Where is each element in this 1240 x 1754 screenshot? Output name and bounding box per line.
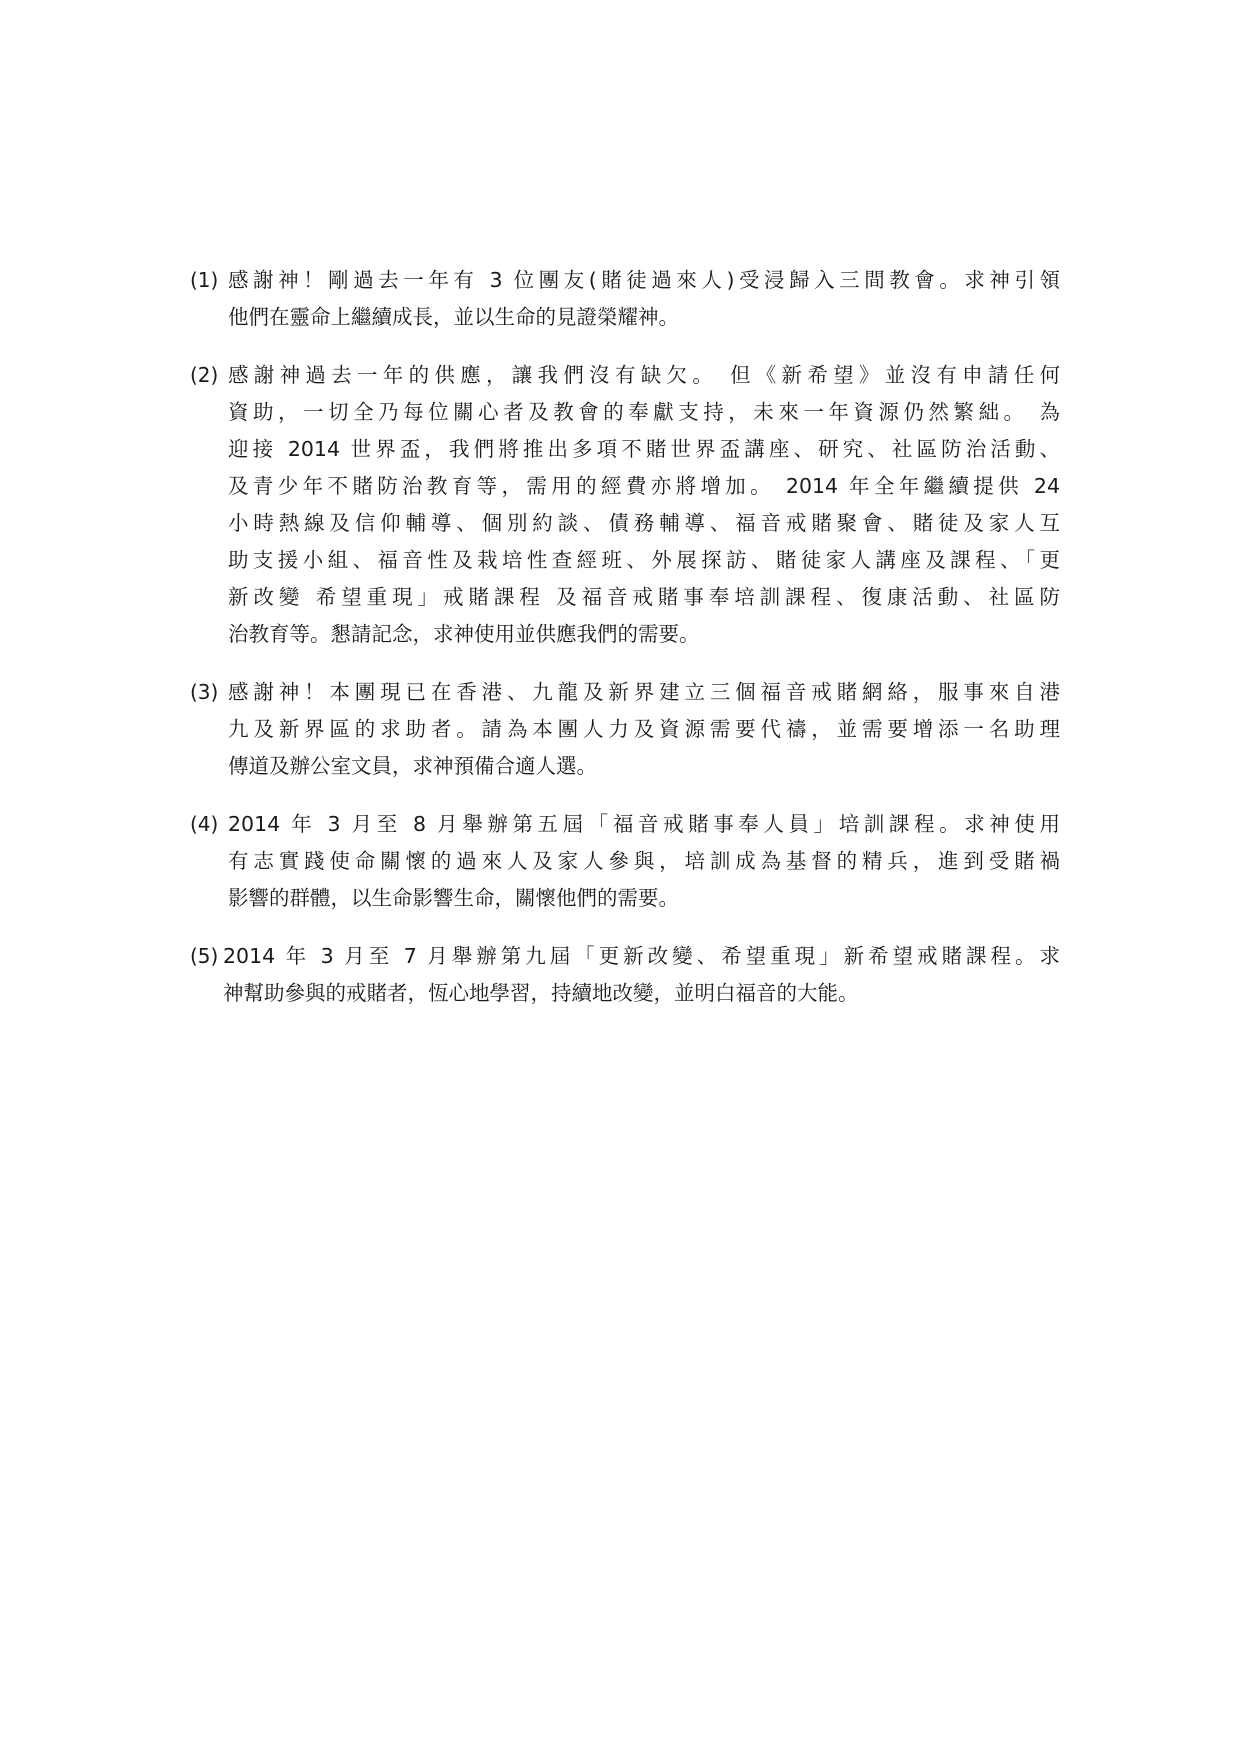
text-line: 及青少年不賭防治教育等，需用的經費亦將增加。 2014 年全年繼續提供 24 — [228, 474, 1060, 498]
text-line: 助支援小組、福音性及栽培性查經班、外展探訪、賭徒家人講座及課程、「更 — [228, 548, 1060, 572]
text-line: 資助，一切全乃每位關心者及教會的奉獻支持，未來一年資源仍然繁絀。 為 — [228, 400, 1060, 424]
text-line: 感謝神過去一年的供應，讓我們沒有缺欠。 但《新希望》並沒有申請任何 — [228, 363, 1060, 387]
prayer-item-3 — [190, 674, 1060, 785]
text-line: 神幫助參與的戒賭者，恆心地學習，持續地改變，並明白福音的大能。 — [223, 981, 859, 1005]
text-line: 新改變 希望重現」戒賭課程 及福音戒賭事奉培訓課程、復康活動、社區防 — [228, 585, 1060, 609]
item-number: (1) — [190, 268, 219, 292]
prayer-item-4 — [190, 806, 1060, 917]
item-number: (3) — [190, 680, 219, 704]
item-number: (2) — [190, 363, 219, 387]
prayer-item-1 — [190, 262, 1060, 336]
text-line: 九及新界區的求助者。請為本團人力及資源需要代禱，並需要增添一名助理 — [228, 717, 1060, 741]
item-number: (4) — [190, 812, 219, 836]
text-line: 感謝神！本團現已在香港、九龍及新界建立三個福音戒賭網絡，服事來自港 — [228, 680, 1060, 704]
text-line: 他們在靈命上繼續成長，並以生命的見證榮耀神。 — [228, 305, 679, 329]
prayer-item-list — [190, 262, 1060, 1033]
item-text — [228, 806, 1060, 917]
prayer-item-2 — [190, 357, 1060, 653]
prayer-item-5 — [190, 938, 1060, 1012]
item-text — [228, 357, 1060, 653]
text-line: 迎接 2014 世界盃，我們將推出多項不賭世界盃講座、研究、社區防治活動、 — [228, 437, 1060, 461]
item-text — [228, 674, 1060, 785]
item-text — [223, 938, 1060, 1012]
item-number: (5) — [190, 944, 219, 968]
text-line: 2014 年 3 月至 8 月舉辦第五屆「福音戒賭事奉人員」培訓課程。求神使用 — [228, 812, 1060, 836]
item-text — [228, 262, 1060, 336]
text-line: 小時熱線及信仰輔導、個別約談、債務輔導、福音戒賭聚會、賭徒及家人互 — [228, 511, 1060, 535]
text-line: 有志實踐使命關懷的過來人及家人參與，培訓成為基督的精兵，進到受賭禍 — [228, 849, 1060, 873]
text-line: 傳道及辦公室文員，求神預備合適人選。 — [228, 754, 597, 778]
text-line: 影響的群體，以生命影響生命，關懷他們的需要。 — [228, 886, 679, 910]
text-line: 感謝神！剛過去一年有 3 位團友(賭徒過來人)受浸歸入三間教會。求神引領 — [228, 268, 1060, 292]
text-line: 2014 年 3 月至 7 月舉辦第九屆「更新改變、希望重現」新希望戒賭課程。求 — [223, 944, 1060, 968]
text-line: 治教育等。懇請記念，求神使用並供應我們的需要。 — [228, 622, 700, 646]
